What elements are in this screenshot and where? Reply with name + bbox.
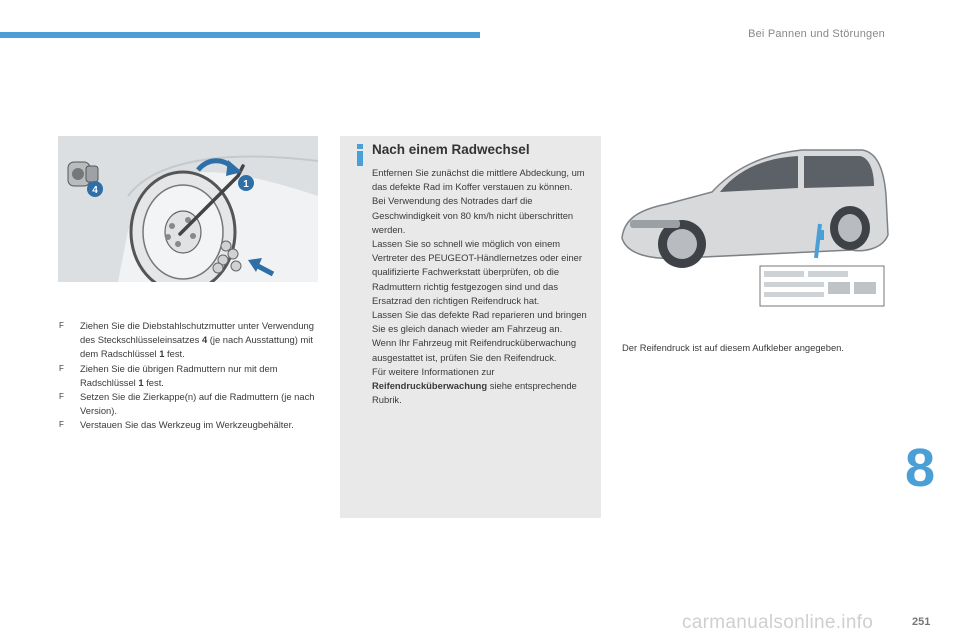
info-paragraph: Bei Verwendung des Notrades darf die Geschwindigkeit von 80 km/h nicht überschritten werden. (372, 195, 574, 235)
info-box-body (372, 166, 598, 407)
step-item: F Ziehen Sie die Diebstahlschutzmutter unter Verwendung des Steckschlüsseleinsatzes 4 (je nach Ausstattung) mit dem Radschlüssel 1 fest. (59, 320, 314, 360)
info-paragraph: Entfernen Sie zunächst die mittlere Abdeckung, um das defekte Rad im Koffer verstauen zu können. (372, 167, 585, 193)
car-caption: Der Reifendruck ist auf diesem Aufkleber angegeben. (622, 342, 845, 353)
info-icon (354, 144, 366, 166)
info-paragraph: Lassen Sie das defekte Rad reparieren und bringen Sie es gleich danach wieder am Fahrzeug an. (372, 309, 587, 335)
page-number: 251 (912, 616, 931, 628)
step-bullet: F (59, 321, 64, 330)
info-box (340, 136, 601, 518)
badge-four-label: 4 (92, 185, 98, 196)
step-item: F Ziehen Sie die übrigen Radmuttern nur mit dem Radschlüssel 1 fest. (59, 362, 278, 388)
step-bullet: F (59, 420, 64, 430)
tyre-pressure-sticker (760, 266, 884, 306)
info-box-title: Nach einem Radwechsel (372, 142, 530, 157)
step-item: F Setzen Sie die Zierkappe(n) auf die Radmuttern (je nach Version). (59, 391, 315, 417)
step-item: F Verstauen Sie das Werkzeug im Werkzeugbehälter. (59, 418, 324, 432)
step-bullet: F (59, 363, 64, 373)
info-paragraph: Für weitere Informationen zur Reifendrucküberwachung siehe entsprechende Rubrik. (372, 365, 577, 406)
header-accent-bar (0, 32, 480, 38)
chapter-number: 8 (905, 438, 936, 498)
step-bullet: F (59, 392, 64, 402)
info-paragraph: Wenn Ihr Fahrzeug mit Reifendrucküberwachung ausgestattet ist, prüfen Sie den Reifendruck. (372, 337, 577, 363)
badge-one-label: 1 (243, 179, 249, 190)
watermark: carmanualsonline.info (682, 612, 874, 633)
car-illustration (612, 140, 892, 308)
info-paragraph: Lassen Sie so schnell wie möglich von einem Vertreter des PEUGEOT-Händlernetzes oder einer qualifizierte Fachwerkstatt überprüfen, ob die Radmuttern richtig festgezogen sind und das Ersatzrad den richtigen Reifendruck hat. (372, 238, 582, 306)
instruction-steps (59, 319, 324, 433)
wheel-change-illustration (58, 136, 318, 282)
section-title: Bei Pannen und Störungen (748, 28, 885, 40)
